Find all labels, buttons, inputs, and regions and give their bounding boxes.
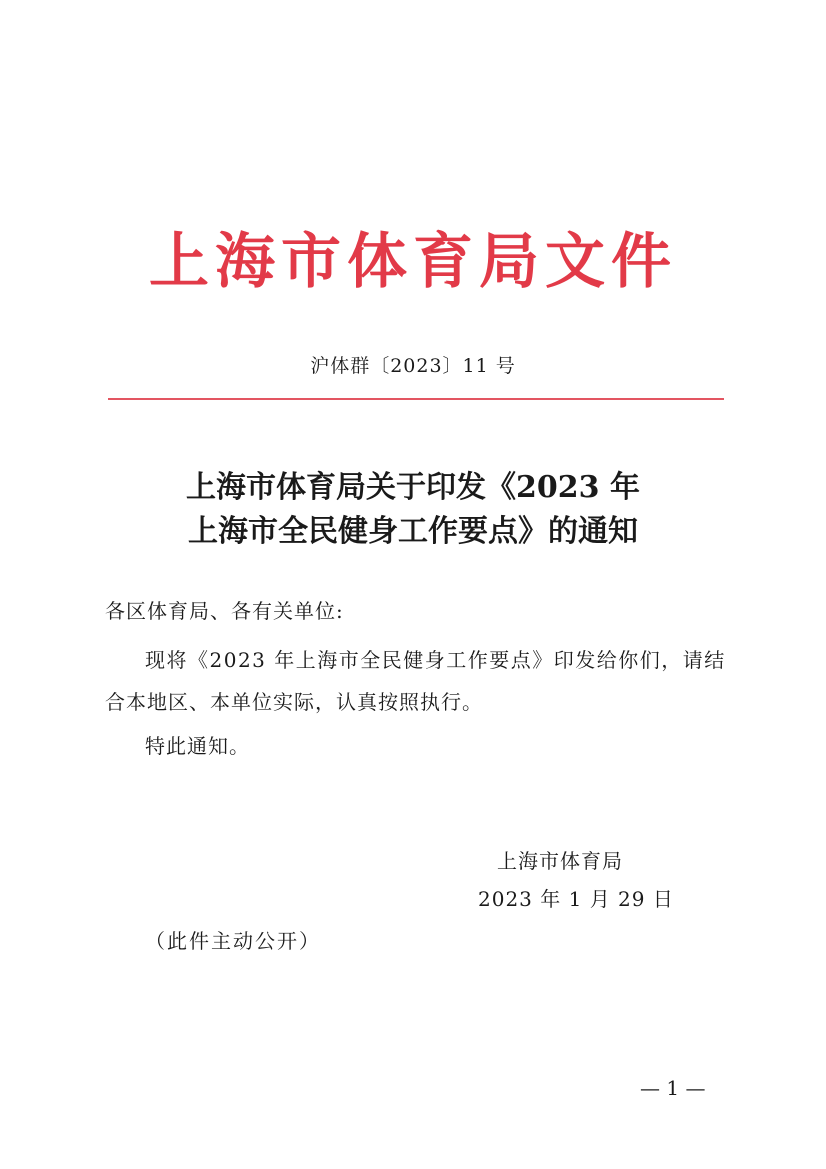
closing-remark: 特此通知。 xyxy=(145,734,250,758)
issue-date: 2023 年 1 月 29 日 xyxy=(478,887,674,911)
body-paragraph-line-1: 现将《2023 年上海市全民健身工作要点》印发给你们，请结 xyxy=(145,648,726,672)
masthead-title: 上海市体育局文件 xyxy=(149,227,677,297)
red-separator-line xyxy=(108,398,724,400)
salutation: 各区体育局、各有关单位: xyxy=(105,599,344,623)
page-number: — 1 — xyxy=(640,1076,706,1100)
document-number: 沪体群〔2023〕11 号 xyxy=(310,355,516,377)
notice-title-line-1: 上海市体育局关于印发《2023 年 xyxy=(186,470,640,505)
disclosure-note: （此件主动公开） xyxy=(145,929,321,953)
issuing-authority: 上海市体育局 xyxy=(497,849,623,873)
notice-title-line-2: 上海市全民健身工作要点》的通知 xyxy=(188,514,638,549)
body-paragraph-line-2: 合本地区、本单位实际，认真按照执行。 xyxy=(105,690,483,714)
